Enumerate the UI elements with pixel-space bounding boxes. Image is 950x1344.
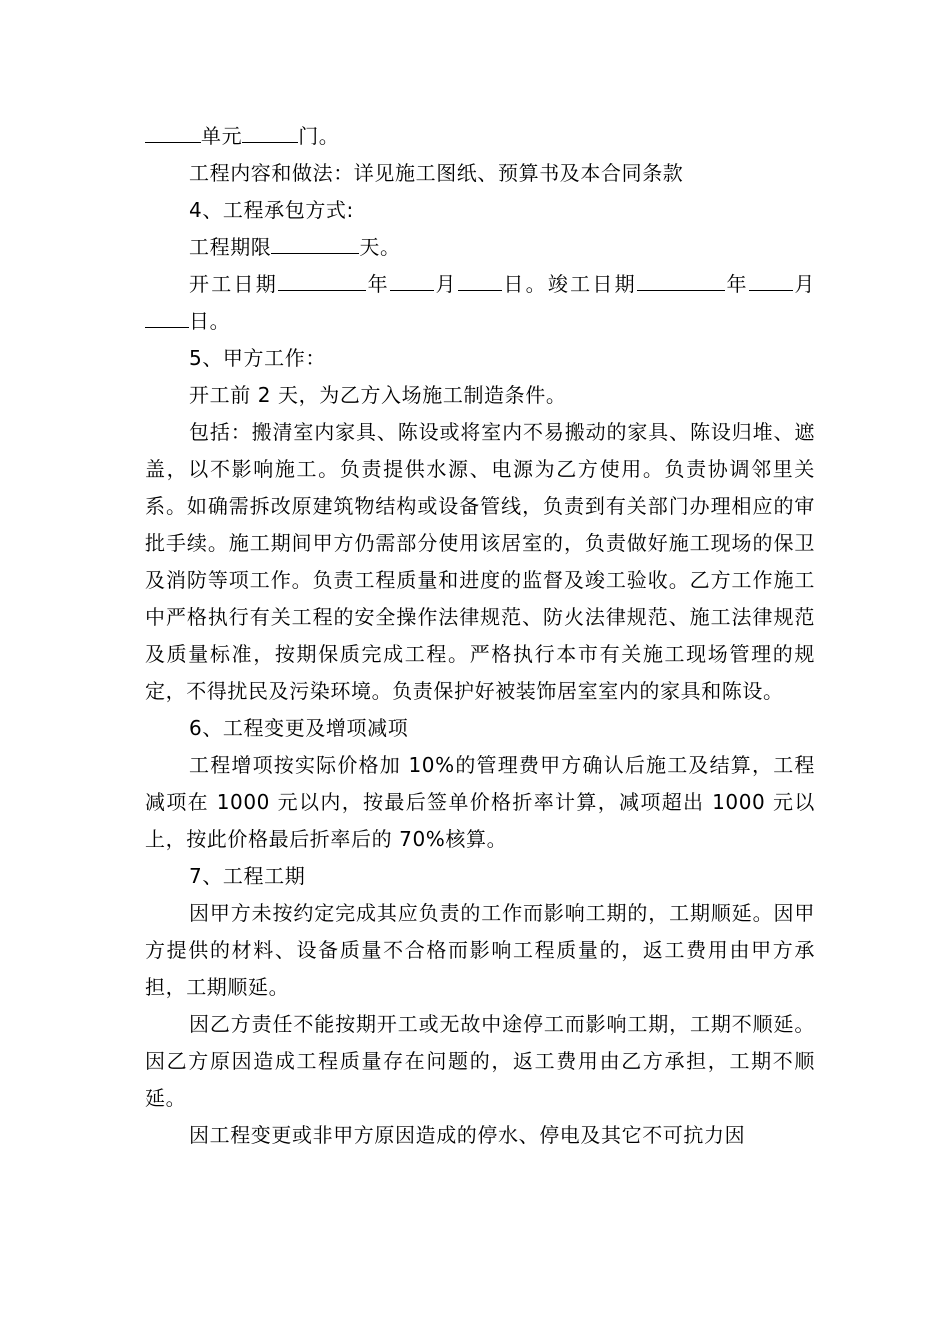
end-month-label: 月 <box>792 272 815 296</box>
end-year-blank[interactable] <box>637 268 725 291</box>
section-6-paragraph-1: 工程增项按实际价格加 10%的管理费甲方确认后施工及结算，工程减项在 1000 元以内，按最后签单价格折率计算，减项超出 1000 元以上，按此价格最后折率后的 70%核算。 <box>145 753 815 851</box>
end-day-blank[interactable] <box>145 305 189 328</box>
section-4-heading: 4、工程承包方式: <box>189 198 354 222</box>
start-year-blank[interactable] <box>278 268 366 291</box>
unit-door-line <box>145 118 815 155</box>
document-body <box>145 118 815 1154</box>
door-label: 门。 <box>298 124 340 148</box>
end-month-blank[interactable] <box>749 268 793 291</box>
unit-label: 单元 <box>201 124 243 148</box>
work-content-line: 工程内容和做法：详见施工图纸、预算书及本合同条款 <box>189 161 684 185</box>
end-day-label: 日。 <box>189 309 231 333</box>
start-day-blank[interactable] <box>458 268 502 291</box>
duration-line <box>145 229 815 266</box>
start-year-label: 年 <box>365 272 390 296</box>
end-date-label: 日。竣工日期 <box>501 272 637 296</box>
duration-prefix: 工程期限 <box>189 235 272 259</box>
door-blank[interactable] <box>242 120 298 143</box>
start-month-blank[interactable] <box>390 268 434 291</box>
duration-blank[interactable] <box>271 231 359 254</box>
section-7-paragraph-3: 因工程变更或非甲方原因造成的停水、停电及其它不可抗力因 <box>189 1123 746 1147</box>
start-month-label: 月 <box>433 272 458 296</box>
unit-blank[interactable] <box>145 120 201 143</box>
dates-line <box>145 266 815 340</box>
section-5-paragraph-2: 包括：搬清室内家具、陈设或将室内不易搬动的家具、陈设归堆、遮盖，以不影响施工。负责提供水源、电源为乙方使用。负责协调邻里关系。如确需拆改原建筑物结构或设备管线，负责到有关部门办理相应的审批手续。施工期间甲方仍需部分使用该居室的，负责做好施工现场的保卫及消防等项工作。负责工程质量和进度的监督及竣工验收。乙方工作施工中严格执行有关工程的安全操作法律规范、防火法律规范、施工法律规范及质量标准，按期保质完成工程。严格执行本市有关施工现场管理的规定，不得扰民及污染环境。负责保护好被装饰居室室内的家具和陈设。 <box>145 420 815 703</box>
section-7-paragraph-2: 因乙方责任不能按期开工或无故中途停工而影响工期，工期不顺延。因乙方原因造成工程质量存在问题的，返工费用由乙方承担，工期不顺延。 <box>145 1012 815 1110</box>
section-5-heading: 5、甲方工作： <box>189 346 326 370</box>
section-6-heading: 6、工程变更及增项减项 <box>189 716 409 740</box>
duration-suffix: 天。 <box>359 235 401 259</box>
section-7-paragraph-1: 因甲方未按约定完成其应负责的工作而影响工期的，工期顺延。因甲方提供的材料、设备质量不合格而影响工程质量的，返工费用由甲方承担，工期顺延。 <box>145 901 815 999</box>
section-5-paragraph-1: 开工前 2 天，为乙方入场施工制造条件。 <box>189 383 567 407</box>
section-7-heading: 7、工程工期 <box>189 864 306 888</box>
start-date-label: 开工日期 <box>189 272 278 296</box>
end-year-label: 年 <box>724 272 749 296</box>
